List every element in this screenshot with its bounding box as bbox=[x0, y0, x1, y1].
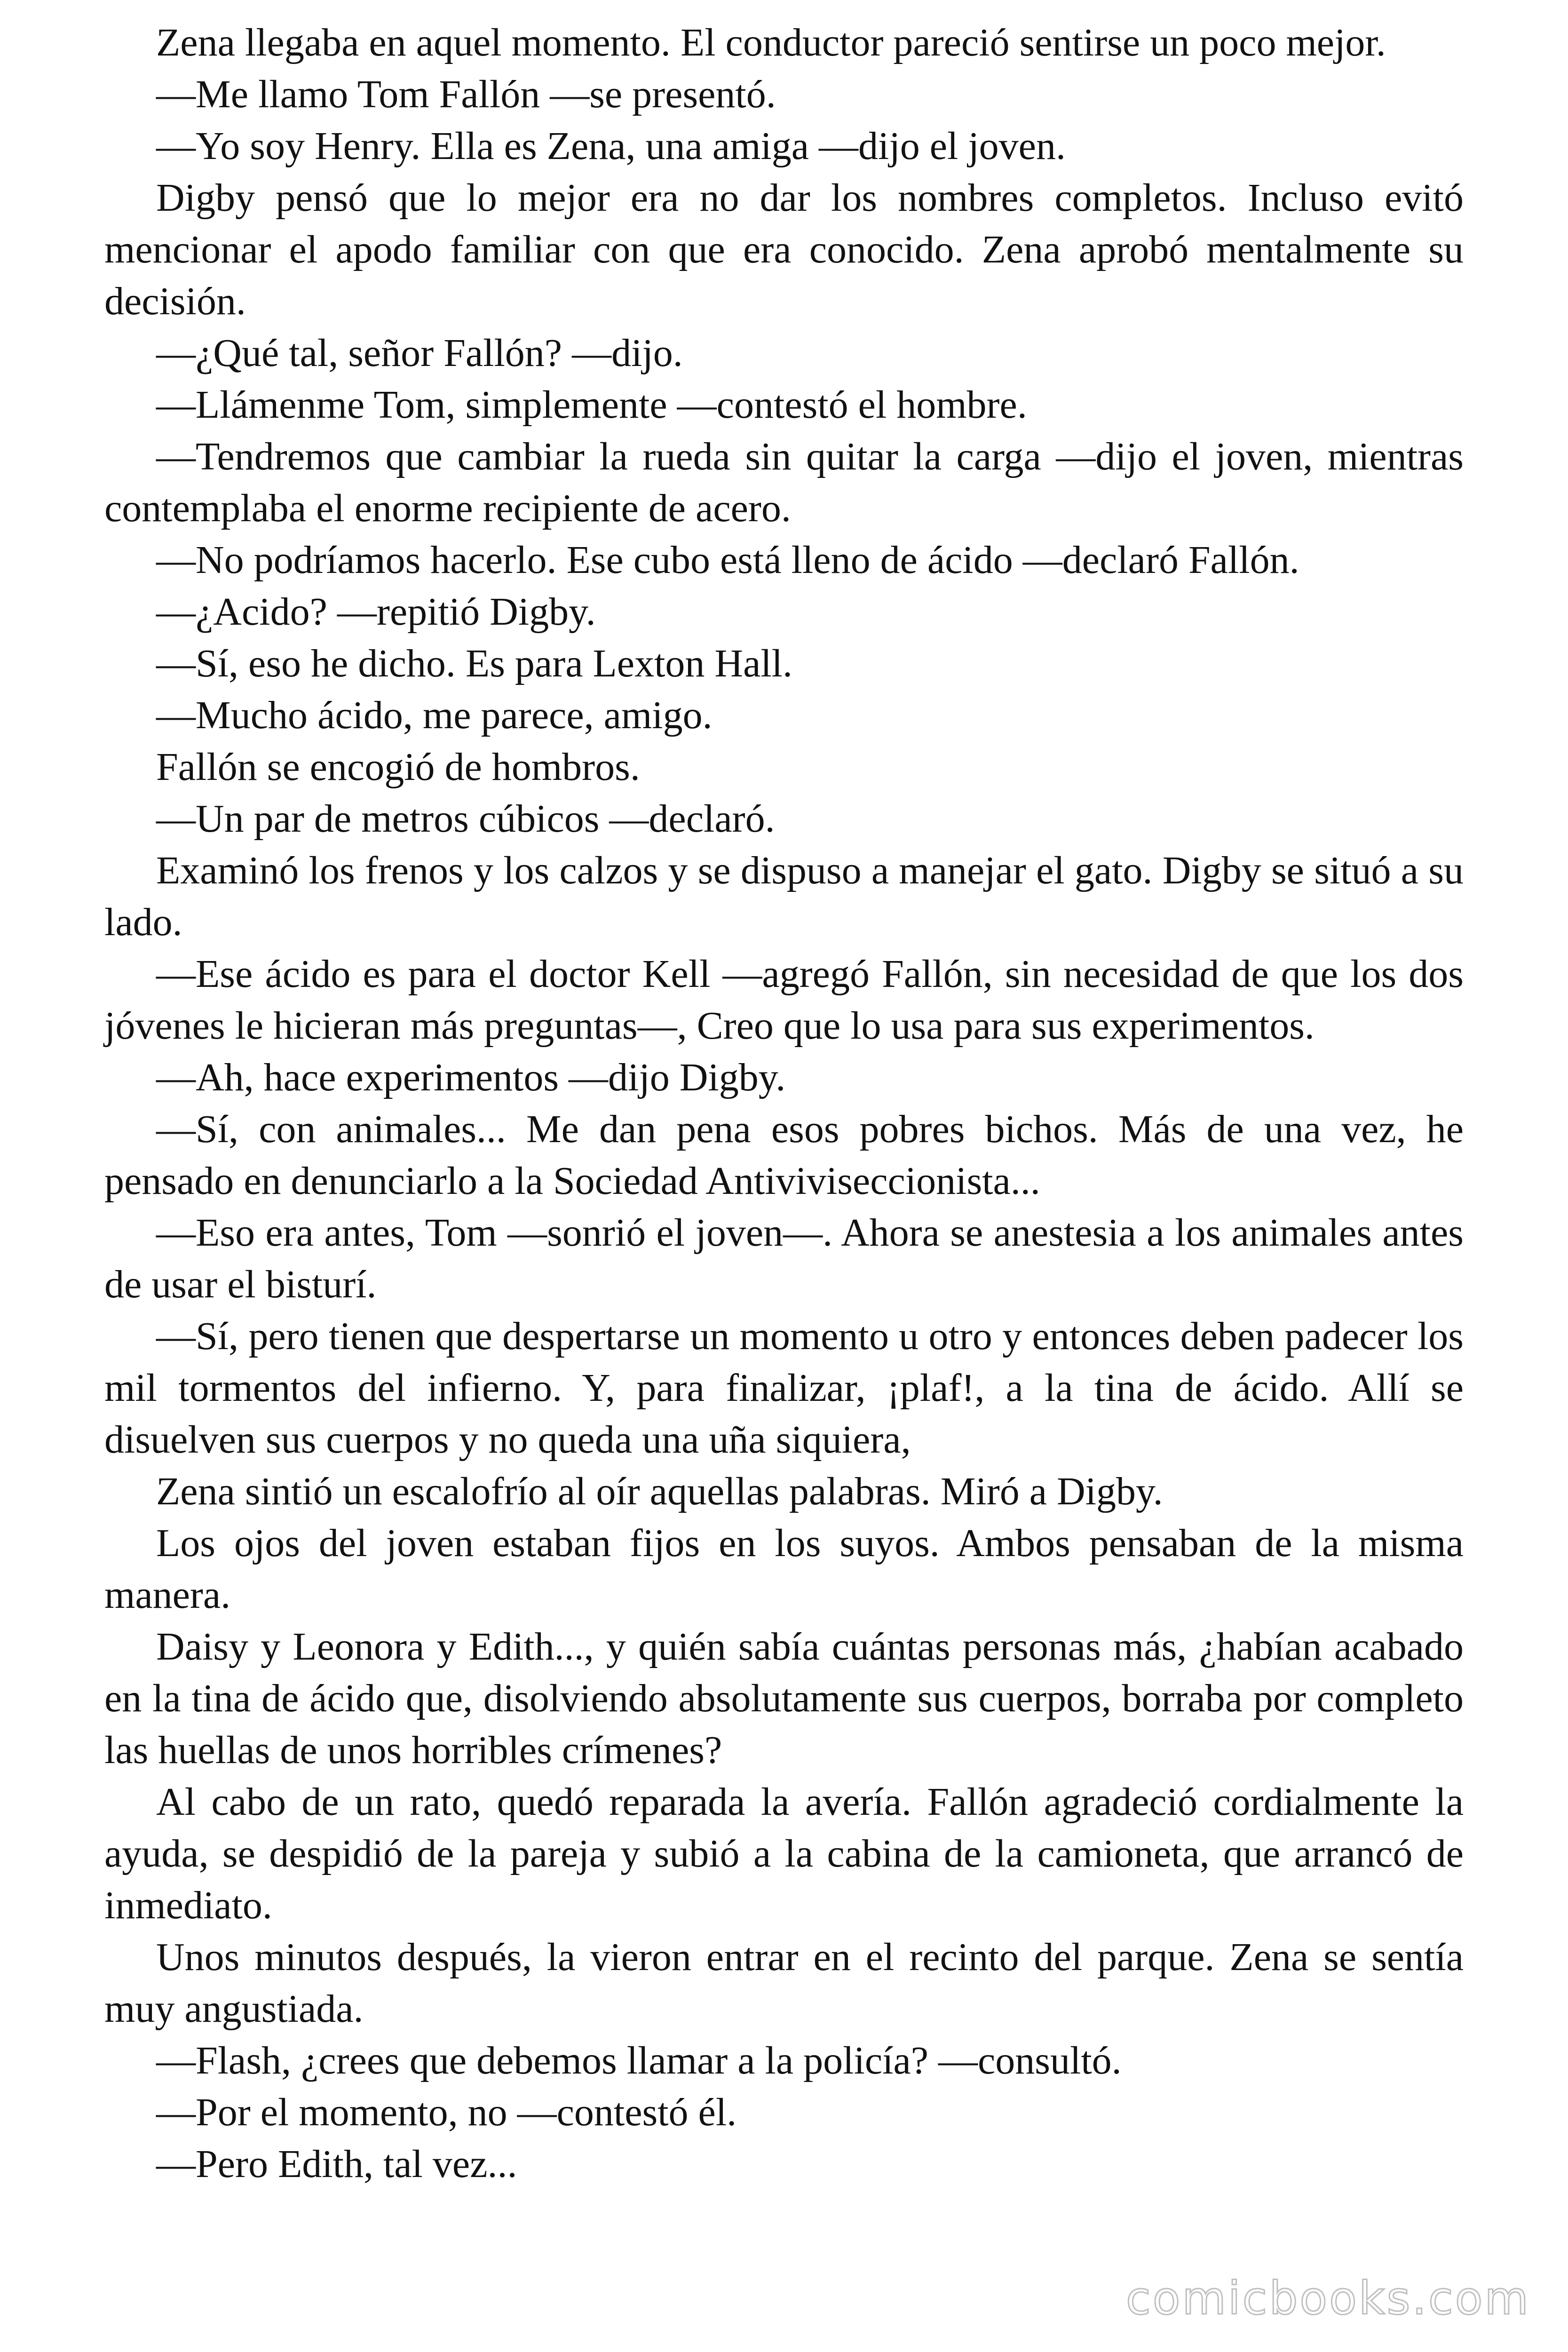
paragraph: —Me llamo Tom Fallón —se presentó. bbox=[156, 72, 776, 116]
paragraph: —Yo soy Henry. Ella es Zena, una amiga —dijo el joven. bbox=[156, 124, 1066, 168]
paragraph: —Sí, con animales... Me dan pena esos pobres bichos. Más de una vez, he pensado en denunciarlo a la Sociedad Antiviviseccionista... bbox=[104, 1107, 1464, 1203]
paragraph: —Sí, eso he dicho. Es para Lexton Hall. bbox=[156, 642, 793, 685]
watermark: comicbooks.com bbox=[1125, 2272, 1530, 2325]
paragraph: —No podríamos hacerlo. Ese cubo está lleno de ácido —declaró Fallón. bbox=[156, 538, 1299, 582]
paragraph: —¿Qué tal, señor Fallón? —dijo. bbox=[156, 331, 683, 375]
paragraph: Zena llegaba en aquel momento. El conductor pareció sentirse un poco mejor. bbox=[156, 21, 1386, 64]
paragraph: —Un par de metros cúbicos —declaró. bbox=[156, 797, 775, 841]
paragraph: Al cabo de un rato, quedó reparada la avería. Fallón agradeció cordialmente la ayuda, se despidió de la pareja y subió a la cabina de la camioneta, que arrancó de inmediato. bbox=[104, 1780, 1464, 1927]
paragraph: —Llámenme Tom, simplemente —contestó el hombre. bbox=[156, 383, 1027, 427]
paragraph: —Ese ácido es para el doctor Kell —agregó Fallón, sin necesidad de que los dos jóvenes le hicieran más preguntas—, Creo que lo usa para sus experimentos. bbox=[104, 952, 1464, 1048]
paragraph: Daisy y Leonora y Edith..., y quién sabía cuántas personas más, ¿habían acabado en la tina de ácido que, disolviendo absolutamente sus cuerpos, borraba por completo las huellas de unos horribles crímenes? bbox=[104, 1625, 1464, 1772]
paragraph: —Eso era antes, Tom —sonrió el joven—. Ahora se anestesia a los animales antes de usar el bisturí. bbox=[104, 1211, 1464, 1306]
paragraph: —Flash, ¿crees que debemos llamar a la policía? —consultó. bbox=[156, 2039, 1122, 2082]
paragraph: —Mucho ácido, me parece, amigo. bbox=[156, 693, 713, 737]
paragraph: —Tendremos que cambiar la rueda sin quitar la carga —dijo el joven, mientras contemplaba el enorme recipiente de acero. bbox=[104, 435, 1464, 530]
paragraph: —¿Acido? —repitió Digby. bbox=[156, 590, 596, 634]
paragraph: —Por el momento, no —contestó él. bbox=[156, 2090, 737, 2134]
paragraph: —Sí, pero tienen que despertarse un momento u otro y entonces deben padecer los mil tormentos del infierno. Y, para finalizar, ¡plaf!, a la tina de ácido. Allí se disuelven sus cuerpos y no queda una uña siquiera, bbox=[104, 1314, 1464, 1462]
paragraph: Los ojos del joven estaban fijos en los suyos. Ambos pensaban de la misma manera. bbox=[104, 1521, 1464, 1617]
paragraph: —Ah, hace experimentos —dijo Digby. bbox=[156, 1056, 786, 1099]
paragraph: Fallón se encogió de hombros. bbox=[156, 745, 640, 789]
paragraph: Examinó los frenos y los calzos y se dispuso a manejar el gato. Digby se situó a su lado. bbox=[104, 849, 1464, 944]
paragraph: —Pero Edith, tal vez... bbox=[156, 2142, 517, 2186]
paragraph: Unos minutos después, la vieron entrar en el recinto del parque. Zena se sentía muy angustiada. bbox=[104, 1935, 1464, 2031]
paragraph: Digby pensó que lo mejor era no dar los nombres completos. Incluso evitó mencionar el apodo familiar con que era conocido. Zena aprobó mentalmente su decisión. bbox=[104, 176, 1464, 323]
paragraph: Zena sintió un escalofrío al oír aquellas palabras. Miró a Digby. bbox=[156, 1470, 1163, 1513]
page-body bbox=[104, 17, 1464, 2190]
